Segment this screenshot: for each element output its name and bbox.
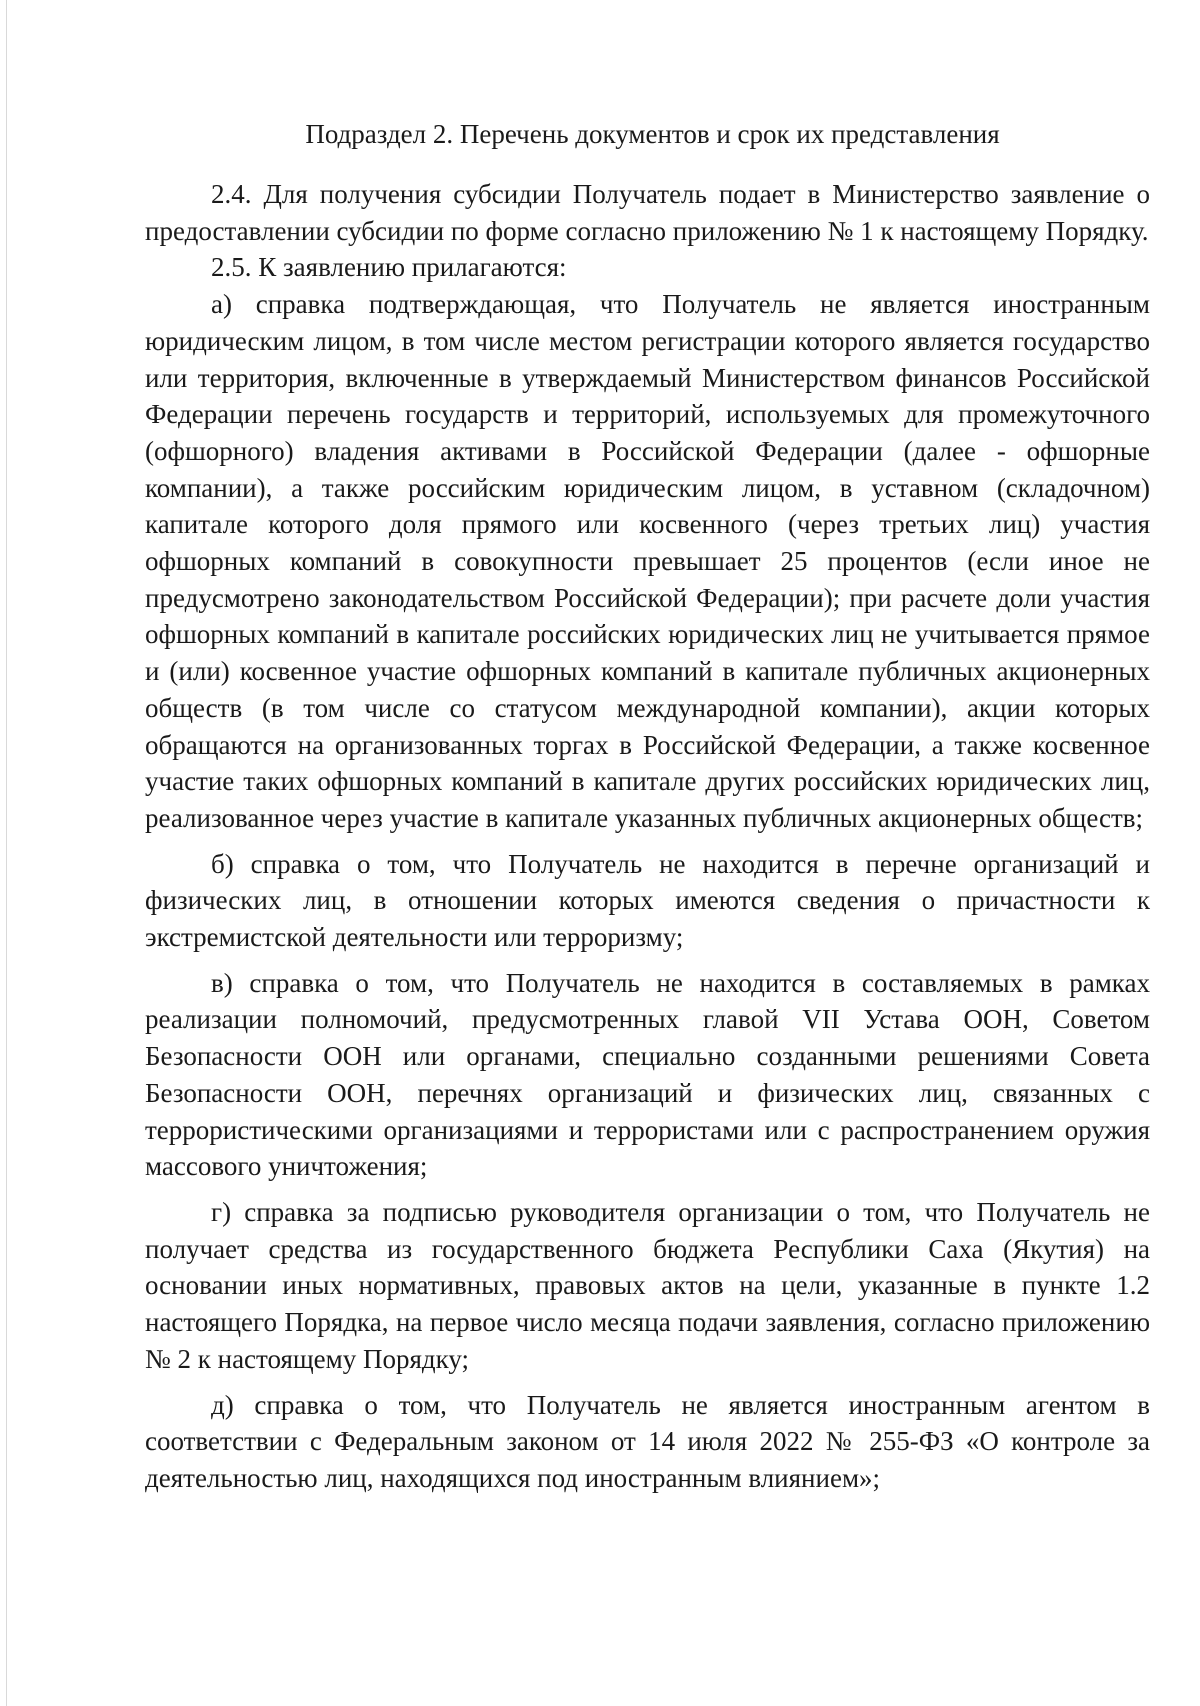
subsection-heading: Подраздел 2. Перечень документов и срок их представления bbox=[305, 119, 1000, 149]
item-v: в) справка о том, что Получатель не находится в составляемых в рамках реализации полномочий, предусмотренных главой VII Устава ООН, Советом Безопасности ООН или органами, специально созданными решениями Совета Безопасности ООН, перечнях организаций и физических лиц, связанных с террористическими организациями и террористами или с распространением оружия массового уничтожения; bbox=[145, 967, 1150, 1182]
item-b: б) справка о том, что Получатель не находится в перечне организаций и физических лиц, в отношении которых имеются сведения о причастности к экстремистской деятельности или терроризму; bbox=[145, 848, 1150, 953]
scan-edge-line bbox=[6, 0, 7, 1706]
item-d: д) справка о том, что Получатель не является иностранным агентом в соответствии с Федеральным законом от 14 июля 2022 № 255-ФЗ «О контроле за деятельностью лиц, находящихся под иностранным влиянием»; bbox=[145, 1389, 1150, 1493]
item-g: г) справка за подписью руководителя организации о том, что Получатель не получает средства из государственного бюджета Республики Саха (Якутия) на основании иных нормативных, правовых актов на цели, указанные в пункте 1.2 настоящего Порядка, на первое число месяца подачи заявления, согласно приложению № 2 к настоящему Порядку; bbox=[145, 1196, 1150, 1374]
paragraph-2-5: 2.5. К заявлению прилагаются: bbox=[211, 252, 567, 283]
document-body bbox=[145, 176, 1150, 1497]
paragraph-2-4: 2.4. Для получения субсидии Получатель подает в Министерство заявление о предоставлении субсидии по форме согласно приложению № 1 к настоящему Порядку. bbox=[145, 179, 1150, 246]
item-a: а) справка подтверждающая, что Получатель не является иностранным юридическим лицом, в том числе местом регистрации которого является государство или территория, включенные в утверждаемый Министерством финансов Российской Федерации перечень государств и территорий, используемых для промежуточного (офшорного) владения активами в Российской Федерации (далее - офшорные компании), а также российским юридическим лицом, в уставном (складочном) капитале которого доля прямого или косвенного (через третьих лиц) участия офшорных компаний в совокупности превышает 25 процентов (если иное не предусмотрено законодательством Российской Федерации); при расчете доли участия офшорных компаний в капитале российских юридических лиц не учитывается прямое и (или) косвенное участие офшорных компаний в капитале публичных акционерных обществ (в том числе со статусом международной компании), акции которых обращаются на организованных торгах в Российской Федерации, а также косвенное участие таких офшорных компаний в капитале других российских юридических лиц, реализованное через участие в капитале указанных публичных акционерных обществ; bbox=[145, 289, 1150, 833]
